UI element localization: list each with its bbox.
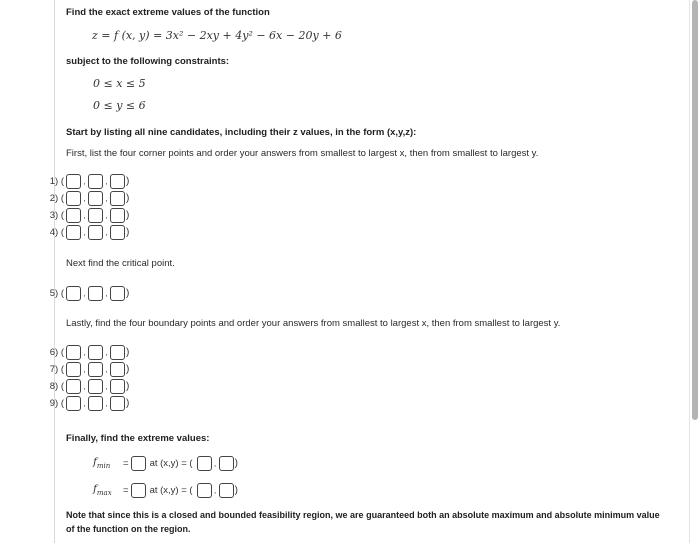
row-label: 3) ( — [49, 209, 64, 221]
comma: , — [105, 193, 108, 203]
extremes-heading: Finally, find the extreme values: — [66, 433, 210, 444]
candidate-row-2 — [44, 190, 130, 206]
comma: , — [83, 193, 86, 203]
equals-sign: = — [123, 484, 129, 496]
row-label: 7) ( — [49, 363, 64, 375]
comma: , — [83, 398, 86, 408]
z-input[interactable] — [110, 225, 125, 240]
constraint-x: 0 ≤ x ≤ 5 — [93, 77, 146, 90]
y-input[interactable] — [88, 208, 103, 223]
candidates-heading: Start by listing all nine candidates, including their z values, in the form (x,y,z): — [66, 127, 417, 138]
fmax-symbol: $f_{max}$ — [93, 482, 112, 498]
z-input[interactable] — [110, 379, 125, 394]
row-label: 9) ( — [49, 397, 64, 409]
y-input[interactable] — [88, 174, 103, 189]
row-label: 6) ( — [49, 346, 64, 358]
comma: , — [105, 381, 108, 391]
scrollbar[interactable] — [692, 0, 698, 543]
close-paren: ) — [126, 287, 130, 299]
x-input[interactable] — [66, 379, 81, 394]
y-input[interactable] — [88, 191, 103, 206]
z-input[interactable] — [110, 174, 125, 189]
comma: , — [83, 364, 86, 374]
comma: , — [105, 176, 108, 186]
problem-heading: Find the exact extreme values of the function — [66, 7, 270, 18]
close-paren: ) — [234, 484, 238, 496]
x-input[interactable] — [66, 225, 81, 240]
row-label: 1) ( — [49, 175, 64, 187]
x-input[interactable] — [66, 345, 81, 360]
fmin-y-input[interactable] — [219, 456, 234, 471]
candidate-row-9 — [44, 395, 130, 411]
comma: , — [105, 227, 108, 237]
constraints-heading: subject to the following constraints: — [66, 56, 230, 67]
y-input[interactable] — [88, 362, 103, 377]
candidate-row-6 — [44, 344, 130, 360]
row-label: 8) ( — [49, 380, 64, 392]
x-input[interactable] — [66, 362, 81, 377]
row-label: 4) ( — [49, 226, 64, 238]
y-input[interactable] — [88, 286, 103, 301]
comma: , — [83, 210, 86, 220]
function-expression: z = f (x, y) = 3x² − 2xy + 4y² − 6x − 20y + 6 — [92, 29, 342, 42]
fmax-value-input[interactable] — [131, 483, 146, 498]
comma: , — [83, 176, 86, 186]
critical-instruction: Next find the critical point. — [66, 258, 175, 269]
fmin-x-input[interactable] — [197, 456, 212, 471]
z-input[interactable] — [110, 191, 125, 206]
candidate-row-3 — [44, 207, 130, 223]
comma: , — [83, 288, 86, 298]
candidate-row-4 — [44, 224, 130, 240]
x-input[interactable] — [66, 191, 81, 206]
y-input[interactable] — [88, 379, 103, 394]
close-paren: ) — [126, 397, 130, 409]
close-paren: ) — [126, 363, 130, 375]
z-input[interactable] — [110, 362, 125, 377]
x-input[interactable] — [66, 208, 81, 223]
y-input[interactable] — [88, 225, 103, 240]
x-input[interactable] — [66, 174, 81, 189]
z-input[interactable] — [110, 345, 125, 360]
comma: , — [105, 347, 108, 357]
y-input[interactable] — [88, 345, 103, 360]
close-paren: ) — [126, 192, 130, 204]
fmax-y-input[interactable] — [219, 483, 234, 498]
scrollbar-thumb[interactable] — [692, 0, 698, 420]
comma: , — [83, 347, 86, 357]
close-paren: ) — [126, 226, 130, 238]
comma: , — [105, 288, 108, 298]
x-input[interactable] — [66, 396, 81, 411]
row-label: 5) ( — [49, 287, 64, 299]
comma: , — [213, 485, 217, 495]
comma: , — [83, 227, 86, 237]
equals-sign: = — [123, 457, 129, 469]
z-input[interactable] — [110, 208, 125, 223]
close-paren: ) — [126, 209, 130, 221]
comma: , — [83, 381, 86, 391]
note-line-1: Note that since this is a closed and bounded feasibility region, we are guaranteed both an absolute maximum and absolute minimum value — [66, 510, 660, 520]
close-paren: ) — [234, 457, 238, 469]
comma: , — [105, 398, 108, 408]
corner-instruction: First, list the four corner points and order your answers from smallest to largest x, then from smallest to largest y. — [66, 148, 539, 159]
candidate-row-7 — [44, 361, 130, 377]
candidate-row-8 — [44, 378, 130, 394]
candidate-row-5 — [44, 285, 130, 301]
x-input[interactable] — [66, 286, 81, 301]
y-input[interactable] — [88, 396, 103, 411]
comma: , — [105, 364, 108, 374]
close-paren: ) — [126, 380, 130, 392]
fmin-row — [93, 454, 239, 472]
row-label: 2) ( — [49, 192, 64, 204]
candidate-row-1 — [44, 173, 130, 189]
fmax-x-input[interactable] — [197, 483, 212, 498]
fmin-value-input[interactable] — [131, 456, 146, 471]
comma: , — [213, 458, 217, 468]
fmin-symbol: $f_{min}$ — [93, 455, 111, 471]
boundary-instruction: Lastly, find the four boundary points and order your answers from smallest to largest x, then from smallest to largest y. — [66, 318, 561, 329]
z-input[interactable] — [110, 396, 125, 411]
fmax-row — [93, 481, 239, 499]
note-line-2: of the function on the region. — [66, 524, 191, 534]
constraint-y: 0 ≤ y ≤ 6 — [93, 99, 146, 112]
comma: , — [105, 210, 108, 220]
close-paren: ) — [126, 346, 130, 358]
close-paren: ) — [126, 175, 130, 187]
z-input[interactable] — [110, 286, 125, 301]
at-text: at (x,y) = ( — [149, 457, 193, 469]
at-text: at (x,y) = ( — [149, 484, 193, 496]
